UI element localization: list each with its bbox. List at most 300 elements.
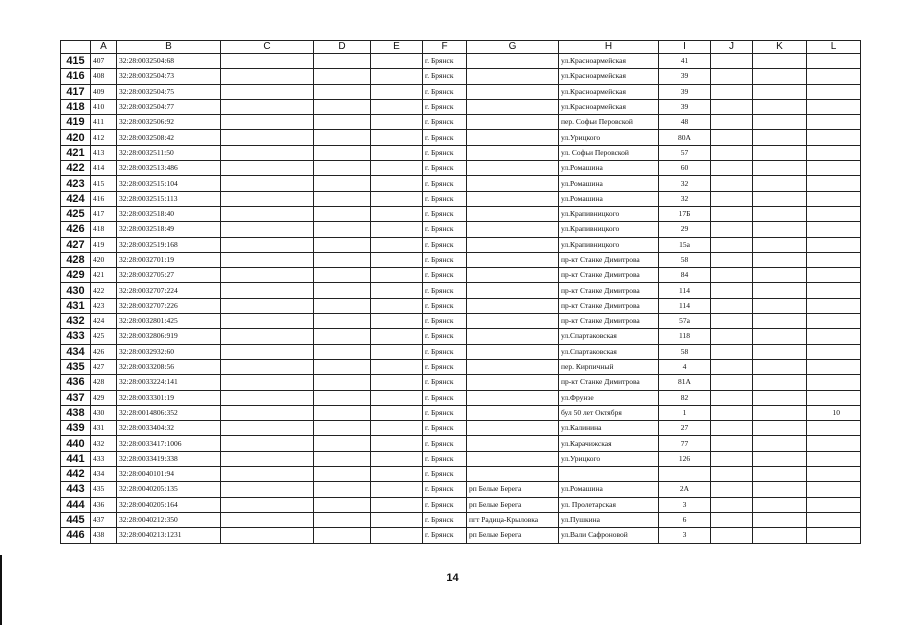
cell-city: г. Брянск xyxy=(423,283,467,298)
cell-c xyxy=(221,176,314,191)
cell-settlement xyxy=(467,54,559,69)
spreadsheet-table xyxy=(60,40,861,544)
row-number: 427 xyxy=(61,237,91,252)
cell-l xyxy=(807,497,861,512)
cell-l xyxy=(807,145,861,160)
cell-j xyxy=(711,283,753,298)
cell-cadastral-number: 32:28:0040205:164 xyxy=(117,497,221,512)
cell-k xyxy=(753,69,807,84)
cell-street: ул.Ромашина xyxy=(559,482,659,497)
page-number: 14 xyxy=(446,572,459,584)
cell-street: пер. Софьи Перовской xyxy=(559,115,659,130)
cell-street: ул.Калинина xyxy=(559,421,659,436)
cell-d xyxy=(314,99,371,114)
cell-a: 424 xyxy=(91,314,117,329)
cell-a: 435 xyxy=(91,482,117,497)
cell-c xyxy=(221,390,314,405)
cell-l xyxy=(807,237,861,252)
cell-cadastral-number: 32:28:0040212:350 xyxy=(117,512,221,527)
cell-a: 411 xyxy=(91,115,117,130)
cell-l xyxy=(807,222,861,237)
cell-settlement xyxy=(467,314,559,329)
cell-k xyxy=(753,161,807,176)
cell-cadastral-number: 32:28:0032515:113 xyxy=(117,191,221,206)
cell-a: 421 xyxy=(91,268,117,283)
cell-house-number: 3 xyxy=(659,528,711,543)
cell-k xyxy=(753,54,807,69)
cell-e xyxy=(371,222,423,237)
cell-city: г. Брянск xyxy=(423,115,467,130)
cell-l xyxy=(807,283,861,298)
cell-d xyxy=(314,54,371,69)
cell-city: г. Брянск xyxy=(423,512,467,527)
row-number: 440 xyxy=(61,436,91,451)
cell-cadastral-number: 32:28:0040101:94 xyxy=(117,467,221,482)
row-number: 425 xyxy=(61,206,91,221)
cell-j xyxy=(711,130,753,145)
cell-house-number: 60 xyxy=(659,161,711,176)
cell-city: г. Брянск xyxy=(423,405,467,420)
table-row xyxy=(61,528,861,543)
cell-cadastral-number: 32:28:0032504:77 xyxy=(117,99,221,114)
cell-k xyxy=(753,451,807,466)
cell-k xyxy=(753,314,807,329)
cell-street: ул.Фрунзе xyxy=(559,390,659,405)
cell-a: 420 xyxy=(91,252,117,267)
cell-l xyxy=(807,84,861,99)
cell-city: г. Брянск xyxy=(423,176,467,191)
cell-city: г. Брянск xyxy=(423,436,467,451)
cell-l: 10 xyxy=(807,405,861,420)
table-row xyxy=(61,99,861,114)
table-row xyxy=(61,115,861,130)
cell-k xyxy=(753,359,807,374)
cell-c xyxy=(221,512,314,527)
cell-l xyxy=(807,268,861,283)
cell-street: ул.Ромашина xyxy=(559,161,659,176)
cell-d xyxy=(314,161,371,176)
cell-c xyxy=(221,268,314,283)
cell-street: пр-кт Станке Димитрова xyxy=(559,252,659,267)
cell-k xyxy=(753,115,807,130)
column-header: D xyxy=(314,41,371,54)
cell-d xyxy=(314,176,371,191)
cell-c xyxy=(221,283,314,298)
cell-cadastral-number: 32:28:0032504:68 xyxy=(117,54,221,69)
cell-city: г. Брянск xyxy=(423,314,467,329)
cell-j xyxy=(711,84,753,99)
cell-k xyxy=(753,237,807,252)
cell-d xyxy=(314,528,371,543)
cell-l xyxy=(807,344,861,359)
cell-e xyxy=(371,176,423,191)
cell-d xyxy=(314,359,371,374)
cell-city: г. Брянск xyxy=(423,359,467,374)
cell-a: 410 xyxy=(91,99,117,114)
cell-l xyxy=(807,130,861,145)
cell-city: г. Брянск xyxy=(423,130,467,145)
cell-d xyxy=(314,512,371,527)
table-row xyxy=(61,482,861,497)
cell-a: 427 xyxy=(91,359,117,374)
cell-e xyxy=(371,528,423,543)
left-margin-rule xyxy=(0,555,2,625)
row-number: 428 xyxy=(61,252,91,267)
column-header: C xyxy=(221,41,314,54)
table-row xyxy=(61,283,861,298)
cell-cadastral-number: 32:28:0032707:224 xyxy=(117,283,221,298)
table-row xyxy=(61,69,861,84)
table-row xyxy=(61,329,861,344)
cell-e xyxy=(371,54,423,69)
cell-d xyxy=(314,421,371,436)
cell-a: 407 xyxy=(91,54,117,69)
cell-house-number: 3 xyxy=(659,497,711,512)
cell-d xyxy=(314,222,371,237)
cell-city: г. Брянск xyxy=(423,421,467,436)
cell-settlement: рп Белые Берега xyxy=(467,482,559,497)
cell-e xyxy=(371,421,423,436)
cell-j xyxy=(711,206,753,221)
cell-a: 419 xyxy=(91,237,117,252)
cell-c xyxy=(221,222,314,237)
cell-d xyxy=(314,283,371,298)
cell-c xyxy=(221,69,314,84)
cell-j xyxy=(711,69,753,84)
cell-a: 433 xyxy=(91,451,117,466)
cell-d xyxy=(314,375,371,390)
cell-settlement xyxy=(467,359,559,374)
cell-d xyxy=(314,436,371,451)
cell-a: 412 xyxy=(91,130,117,145)
cell-e xyxy=(371,268,423,283)
row-number: 430 xyxy=(61,283,91,298)
cell-cadastral-number: 32:28:0033404:32 xyxy=(117,421,221,436)
cell-e xyxy=(371,283,423,298)
cell-d xyxy=(314,145,371,160)
cell-e xyxy=(371,436,423,451)
cell-a: 417 xyxy=(91,206,117,221)
cell-city: г. Брянск xyxy=(423,268,467,283)
cell-cadastral-number: 32:28:0032701:19 xyxy=(117,252,221,267)
cell-house-number: 114 xyxy=(659,298,711,313)
table-row xyxy=(61,467,861,482)
cell-street: ул.Пушкина xyxy=(559,512,659,527)
cell-house-number: 17Б xyxy=(659,206,711,221)
cell-cadastral-number: 32:28:0032504:73 xyxy=(117,69,221,84)
cell-e xyxy=(371,344,423,359)
cell-a: 416 xyxy=(91,191,117,206)
cell-a: 431 xyxy=(91,421,117,436)
row-number: 433 xyxy=(61,329,91,344)
cell-settlement xyxy=(467,69,559,84)
cell-street: пр-кт Станке Димитрова xyxy=(559,268,659,283)
cell-street: пр-кт Станке Димитрова xyxy=(559,375,659,390)
cell-settlement xyxy=(467,283,559,298)
table-row xyxy=(61,54,861,69)
table-row xyxy=(61,512,861,527)
cell-k xyxy=(753,390,807,405)
cell-e xyxy=(371,145,423,160)
cell-c xyxy=(221,467,314,482)
cell-city: г. Брянск xyxy=(423,451,467,466)
cell-e xyxy=(371,161,423,176)
cell-c xyxy=(221,405,314,420)
cell-city: г. Брянск xyxy=(423,344,467,359)
cell-a: 422 xyxy=(91,283,117,298)
cell-settlement xyxy=(467,191,559,206)
cell-house-number: 48 xyxy=(659,115,711,130)
cell-l xyxy=(807,390,861,405)
cell-city: г. Брянск xyxy=(423,99,467,114)
cell-city: г. Брянск xyxy=(423,222,467,237)
table-row xyxy=(61,237,861,252)
cell-k xyxy=(753,329,807,344)
cell-e xyxy=(371,69,423,84)
cell-settlement xyxy=(467,145,559,160)
cell-k xyxy=(753,268,807,283)
cell-cadastral-number: 32:28:0033301:19 xyxy=(117,390,221,405)
cell-house-number: 32 xyxy=(659,176,711,191)
cell-street: пер. Кирпичный xyxy=(559,359,659,374)
cell-city: г. Брянск xyxy=(423,329,467,344)
cell-cadastral-number: 32:28:0032932:60 xyxy=(117,344,221,359)
row-number: 423 xyxy=(61,176,91,191)
cell-street: пр-кт Станке Димитрова xyxy=(559,298,659,313)
row-number: 422 xyxy=(61,161,91,176)
cell-street: ул.Спартаковская xyxy=(559,329,659,344)
cell-c xyxy=(221,54,314,69)
cell-c xyxy=(221,451,314,466)
cell-cadastral-number: 32:28:0032801:425 xyxy=(117,314,221,329)
corner-cell xyxy=(61,41,91,54)
table-row xyxy=(61,130,861,145)
cell-d xyxy=(314,252,371,267)
cell-c xyxy=(221,115,314,130)
cell-a: 409 xyxy=(91,84,117,99)
cell-l xyxy=(807,421,861,436)
cell-k xyxy=(753,283,807,298)
cell-street: ул.Ромашина xyxy=(559,191,659,206)
cell-j xyxy=(711,314,753,329)
cell-k xyxy=(753,436,807,451)
cell-l xyxy=(807,191,861,206)
table-row xyxy=(61,451,861,466)
cell-cadastral-number: 32:28:0032518:40 xyxy=(117,206,221,221)
table-row xyxy=(61,390,861,405)
cell-cadastral-number: 32:28:0032519:168 xyxy=(117,237,221,252)
row-number: 434 xyxy=(61,344,91,359)
table-row xyxy=(61,191,861,206)
cell-house-number: 57 xyxy=(659,145,711,160)
cell-a: 415 xyxy=(91,176,117,191)
cell-l xyxy=(807,99,861,114)
cell-l xyxy=(807,512,861,527)
cell-k xyxy=(753,298,807,313)
row-number: 419 xyxy=(61,115,91,130)
column-header: H xyxy=(559,41,659,54)
cell-j xyxy=(711,359,753,374)
cell-j xyxy=(711,329,753,344)
cell-d xyxy=(314,344,371,359)
cell-l xyxy=(807,115,861,130)
cell-city: г. Брянск xyxy=(423,161,467,176)
cell-j xyxy=(711,375,753,390)
table-row xyxy=(61,421,861,436)
cell-e xyxy=(371,130,423,145)
cell-c xyxy=(221,329,314,344)
cell-k xyxy=(753,421,807,436)
cell-e xyxy=(371,359,423,374)
cell-k xyxy=(753,344,807,359)
cell-j xyxy=(711,344,753,359)
cell-street: ул.Крапивницкого xyxy=(559,222,659,237)
table-row xyxy=(61,84,861,99)
cell-street: ул.Урицкого xyxy=(559,451,659,466)
cell-c xyxy=(221,130,314,145)
table-row xyxy=(61,268,861,283)
table-row xyxy=(61,298,861,313)
cell-j xyxy=(711,421,753,436)
cell-d xyxy=(314,497,371,512)
cell-l xyxy=(807,451,861,466)
cell-settlement xyxy=(467,405,559,420)
cell-k xyxy=(753,84,807,99)
cell-d xyxy=(314,69,371,84)
table-row xyxy=(61,375,861,390)
cell-d xyxy=(314,451,371,466)
cell-settlement xyxy=(467,375,559,390)
cell-c xyxy=(221,421,314,436)
cell-house-number: 27 xyxy=(659,421,711,436)
table-row xyxy=(61,314,861,329)
column-header: J xyxy=(711,41,753,54)
cell-e xyxy=(371,482,423,497)
cell-l xyxy=(807,69,861,84)
cell-house-number: 2А xyxy=(659,482,711,497)
row-number: 435 xyxy=(61,359,91,374)
row-number: 445 xyxy=(61,512,91,527)
cell-k xyxy=(753,405,807,420)
cell-j xyxy=(711,222,753,237)
cell-j xyxy=(711,99,753,114)
cell-e xyxy=(371,115,423,130)
cell-settlement xyxy=(467,115,559,130)
cell-city: г. Брянск xyxy=(423,528,467,543)
row-number: 439 xyxy=(61,421,91,436)
table-row xyxy=(61,344,861,359)
cell-street: пр-кт Станке Димитрова xyxy=(559,314,659,329)
cell-j xyxy=(711,436,753,451)
cell-e xyxy=(371,497,423,512)
cell-house-number: 39 xyxy=(659,84,711,99)
row-number: 418 xyxy=(61,99,91,114)
cell-cadastral-number: 32:28:0032518:49 xyxy=(117,222,221,237)
cell-street: пр-кт Станке Димитрова xyxy=(559,283,659,298)
cell-d xyxy=(314,467,371,482)
row-number: 432 xyxy=(61,314,91,329)
table-row xyxy=(61,145,861,160)
cell-e xyxy=(371,329,423,344)
cell-e xyxy=(371,451,423,466)
cell-city: г. Брянск xyxy=(423,497,467,512)
cell-city: г. Брянск xyxy=(423,69,467,84)
cell-street: ул.Красноармейская xyxy=(559,99,659,114)
cell-city: г. Брянск xyxy=(423,206,467,221)
cell-street xyxy=(559,467,659,482)
column-header: K xyxy=(753,41,807,54)
cell-house-number: 39 xyxy=(659,69,711,84)
cell-d xyxy=(314,130,371,145)
cell-house-number: 39 xyxy=(659,99,711,114)
cell-d xyxy=(314,206,371,221)
table-row xyxy=(61,176,861,191)
cell-j xyxy=(711,528,753,543)
cell-cadastral-number: 32:28:0032513:486 xyxy=(117,161,221,176)
cell-house-number: 84 xyxy=(659,268,711,283)
cell-house-number: 126 xyxy=(659,451,711,466)
column-header: F xyxy=(423,41,467,54)
cell-city: г. Брянск xyxy=(423,54,467,69)
cell-l xyxy=(807,206,861,221)
table-row xyxy=(61,222,861,237)
cell-cadastral-number: 32:28:0040213:1231 xyxy=(117,528,221,543)
cell-city: г. Брянск xyxy=(423,375,467,390)
cell-street: ул.Ромашина xyxy=(559,176,659,191)
cell-cadastral-number: 32:28:0032508:42 xyxy=(117,130,221,145)
cell-house-number: 15а xyxy=(659,237,711,252)
cell-k xyxy=(753,145,807,160)
cell-a: 432 xyxy=(91,436,117,451)
table-row xyxy=(61,436,861,451)
cell-j xyxy=(711,268,753,283)
cell-settlement xyxy=(467,421,559,436)
cell-j xyxy=(711,497,753,512)
cell-k xyxy=(753,528,807,543)
cell-l xyxy=(807,298,861,313)
cell-street: ул.Вали Сафроновой xyxy=(559,528,659,543)
cell-l xyxy=(807,329,861,344)
cell-house-number: 41 xyxy=(659,54,711,69)
column-header: E xyxy=(371,41,423,54)
cell-a: 425 xyxy=(91,329,117,344)
cell-k xyxy=(753,497,807,512)
cell-e xyxy=(371,512,423,527)
table-row xyxy=(61,161,861,176)
cell-house-number: 32 xyxy=(659,191,711,206)
cell-house-number: 4 xyxy=(659,359,711,374)
cell-street: ул.Крапивницкого xyxy=(559,206,659,221)
cell-k xyxy=(753,512,807,527)
cell-l xyxy=(807,54,861,69)
cell-cadastral-number: 32:28:0032506:92 xyxy=(117,115,221,130)
cell-house-number: 57а xyxy=(659,314,711,329)
row-number: 421 xyxy=(61,145,91,160)
cell-settlement xyxy=(467,268,559,283)
cell-e xyxy=(371,390,423,405)
cell-house-number: 1 xyxy=(659,405,711,420)
cell-c xyxy=(221,191,314,206)
cell-k xyxy=(753,191,807,206)
cell-house-number: 114 xyxy=(659,283,711,298)
cell-j xyxy=(711,405,753,420)
cell-c xyxy=(221,145,314,160)
cell-city: г. Брянск xyxy=(423,191,467,206)
column-header-row xyxy=(61,41,861,54)
cell-d xyxy=(314,268,371,283)
cell-c xyxy=(221,528,314,543)
column-header: B xyxy=(117,41,221,54)
